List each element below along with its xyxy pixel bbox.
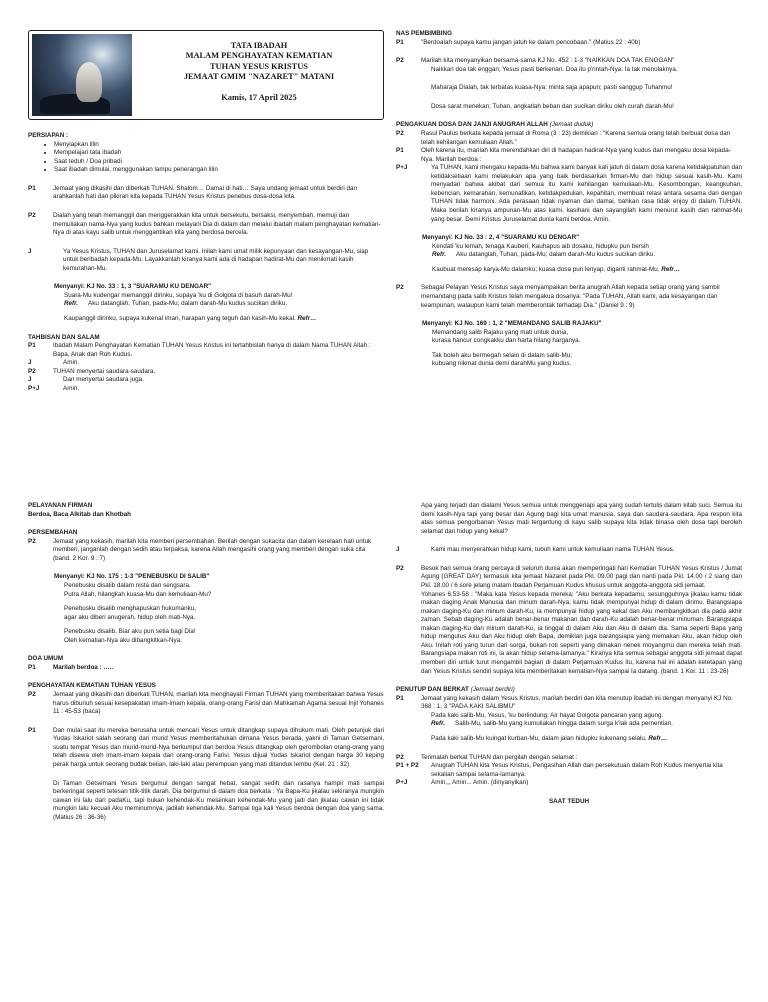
speaker-label: P2 (396, 284, 404, 292)
liturgy-row (28, 664, 384, 673)
refrain (422, 251, 742, 260)
liturgy-text: "Berdoalah supaya kamu jangan jatuh ke dalam pencobaan." (Matius 22 : 40b) (421, 38, 641, 46)
liturgy-row (396, 695, 742, 712)
page1-right (396, 30, 742, 369)
hymn-line: Putra Allah, hilangkah kuasa-Mu dan kemuliaan-Mu? (64, 590, 212, 598)
liturgy-text: Amin. (63, 384, 80, 392)
liturgy-text: Kami mau menyerahkan hidup kami, tubuh kami untuk kemuliaan nama TUHAN Yesus. (431, 546, 675, 554)
liturgy-text: Di Taman Getsemani Yesus bergumul dengan sangat hebat, sangat sedih dan rasanya hampir mati sampai berkeringat seperti tetesan titik-titik darah. Dia bergumul di dalam doa berkata : Ya Bapa-Ku jikalau sekiranya mungkin cawan ini lalu dari padaKu, tapi bukan kehendak-Ku melainkan kehendak-Mu yang jadi dan jikalau cawan ini tidak mungkin lalu kecuali Aku meminumnya, jadilah kehendak-Mu. Sampai tiga kali Yesus berdoa dengan doa yang sama. (Matius 26 : 36-36) (53, 779, 384, 821)
liturgy-text: Oleh karena itu, marilah kita merendahkan diri di hadapan hadirat-Nya yang kudus dan mengaku dosa kepada-Nya. Marilah berdoa : (421, 147, 731, 163)
speaker-label: P1 (396, 694, 404, 702)
page1-left (28, 30, 384, 394)
liturgy-text: Dan mulai saat itu mereka berusaha untuk mencari Yesus untuk ditangkap supaya dihukum mati. Oleh petunjuk dari Yudas Iskariot salah seorang dari murid Yesus memberitahukan dimana Yesus berada, yakni di Taman Getsemani, suatu tempat Yesus dan murid-murid-Nya berkumpul dan berdoa Yesus ditangkap oleh gerombolan orang-orang yang telah disewa oleh imam-imam kepala dan orang-orang Farisi. Yesus dijual Yudas Iskariot dengan harga 30 keping perak harga untuk seorang budak belian, laki-laki atau perempuan yang mati ditanduk lembu (Kel. 21 : 32) (53, 726, 384, 768)
section-title-text: PENGAKUAN DOSA DAN JANJI ANUGRAH ALLAH (396, 121, 548, 129)
liturgy-text: Terimalah berkat TUHAN dan pergilah dengan selamat : (421, 753, 578, 761)
liturgy-text: Jemaat yang kekasih, marilah kita memberi persembahan. Berilah dengan sukacita dan dalam kerelaan hati untuk memberi, janganlah dengan sedih atau terpaksa, karena Allah mengasihi orang yang memberi dengan suka cita (band. 2 Kor. 9 : 7) (53, 537, 372, 562)
hymn-kj452 (396, 66, 742, 112)
speaker-label: P2 (28, 367, 36, 375)
liturgy-text: Jemaat yang kekasih dalam Yesus Kristus, marilah berdiri dan kita menutup ibadah ini dengan menyanyi KJ No. 368 : 1, 3 "PADA KAKI SALIBMU" (421, 694, 733, 711)
section-title-text: PENUTUP DAN BERKAT (396, 686, 469, 694)
liturgy-text: Ibadah Malam Penghayatan Kematian TUHAN Yesus Kristus ini tertahbislah hanya di dalam Nama TUHAN Allah : Bapa, Anak dan Roh Kudus. (53, 342, 371, 358)
refrain (431, 720, 742, 729)
hymn-line: Tak boleh aku bermegah selain di dalam salib-Mu; (432, 351, 573, 359)
section-title-pengakuan (396, 121, 742, 130)
hymn-kj368 (396, 712, 742, 744)
hymn-verse-text: Pada kaki salib-Mu kuingat kurban-Mu, dalam jalan hidupku kukenang selalu. (431, 734, 647, 742)
liturgy-text: Dialah yang telah memanggil dan menggerakkan kita untuk bersekutu, bersaksi, menyembah, memuji dan memuliakan nama-Nya yang kudus bahkan melayani Dia di dalam dan melalui ibadah malam penghayatan kematian-Nya di atas kayu salib untuk menggantikan kita yang berdosa bercela. (53, 211, 381, 237)
speaker-label: P2 (396, 753, 404, 761)
liturgy-row (396, 130, 742, 147)
hymn-line: Naikkan doa tak enggan; Yesus pasti berkenan. Doa itu p'rintah-Nya: Ia tak menolaknya. (431, 65, 678, 73)
liturgy-text: TUHAN menyertai saudara-saudara. (53, 367, 156, 375)
section-title-doa-umum: DOA UMUM (28, 655, 64, 663)
speaker-label: P1 (28, 342, 36, 350)
hymn-line (422, 266, 742, 275)
refrain (54, 300, 384, 309)
hymn-line: Pada kaki salib-Mu, Yesus, 'ku berlindung; Air hayat Golgota pancaran yang agung. (431, 711, 664, 719)
liturgy-text: Ya Yesus Kristus, TUHAN dan Juruselamat kami. Inilah kami umat milik kepunyaan dan kesayangan-Mu, siap untuk beribadah kepada-Mu. Layakkanlah kiranya kami ada di hadapan hadirat-Mu dan menikmati kasih kemurahan-Mu. (63, 247, 369, 272)
section-note: (Jemaat berdiri) (470, 686, 515, 694)
page2-right (396, 502, 742, 806)
liturgy-row (28, 212, 384, 238)
list-item: • Mempelajari tata ibadah (54, 149, 384, 158)
section-title-penutup (396, 686, 742, 695)
liturgy-row (396, 762, 742, 779)
liturgy-row (396, 779, 742, 788)
speaker-label: P2 (396, 564, 404, 572)
liturgy-row (28, 376, 384, 385)
liturgy-row (28, 359, 384, 368)
liturgy-row (396, 147, 742, 164)
liturgy-row (28, 368, 384, 377)
list-item: • Saat teduh / Doa pribadi (54, 158, 384, 167)
liturgy-row (396, 57, 742, 66)
header-line: TATA IBADAH (230, 41, 288, 50)
speaker-label: P2 (28, 691, 36, 698)
speaker-label: P1 (28, 726, 36, 734)
refrain-text: Salib-Mu, salib-Mu yang kumuliakan hingga dalam surga k'lak ada pernentian. (455, 720, 673, 728)
liturgy-row (396, 546, 742, 555)
refrain-label: Refr. (432, 251, 446, 259)
hymn-line (431, 735, 742, 744)
speaker-label: J (28, 376, 32, 384)
speaker-label: P1 + P2 (396, 762, 419, 770)
liturgy-row (28, 780, 384, 823)
speaker-label: J (28, 247, 32, 255)
liturgy-text: Sebagai Pelayan Yesus Kristus saya menyampaikan berita anugrah Allah kepada setiap orang yang sambil memandang pada salib Kristus telah mengakua dosanya. "Pada TUHAN, Allah kami, ada kesayangan dan keampunan, walaupun kami telah memberontak terhadap Dia." (Daniel 9 : 9) (421, 284, 720, 309)
speaker-label-empty (28, 780, 53, 823)
hymn-kj175 (54, 573, 384, 645)
speaker-label: P2 (28, 211, 36, 219)
penghayatan-continued: Apa yang terjadi dan dialami Yesus semua untuk menggenapi apa yang sudah tertulis dalam kitab suci. Semua itu demi kasih-Nya tapi yang besar dan Agung bagi kita umat manusia, saya dan saudara-saudara. Apa respon kita atas semua pengorbanan Yesus mati tergantung di kayu salib supaya kita tidak binasa oleh dosa tapi beroleh selamat dan hidup yang kekal? (421, 502, 742, 535)
section-title-firman: PELAYANAN FIRMAN (28, 502, 93, 509)
liturgy-text: Amin,,, Amin... Amin. (dinyanyikan) (431, 779, 529, 787)
refrain-label: Refr. (64, 300, 78, 308)
refrain-label: Refr. (431, 720, 445, 728)
hymn-line: Suara-Mu kudengar memanggil dirinku, supaya 'ku di Golgota di basuh darah-Mu! (64, 291, 293, 299)
liturgy-row (396, 754, 742, 763)
section-title-penghayatan: PENGHAYATAN KEMATIAN TUHAN YESUS (28, 682, 156, 690)
speaker-label: P2 (28, 537, 36, 545)
speaker-label: P2 (396, 129, 404, 137)
gethsemane-image (32, 34, 132, 116)
header-line: MALAM PENGHAYATAN KEMATIAN (185, 51, 333, 61)
speaker-label: P+J (396, 779, 408, 787)
liturgy-row (28, 691, 384, 717)
refrain-marker: Refr… (297, 315, 317, 322)
refrain-marker: Refr… (648, 734, 668, 742)
page2-left (28, 502, 384, 822)
speaker-label: P1 (28, 663, 36, 671)
section-title-tahbisan: TAHBISAN DAN SALAM (28, 333, 100, 341)
section-subtitle: Berdoa, Baca Alkitab dan Khotbah (28, 510, 131, 518)
speaker-label: P1 (396, 38, 404, 46)
liturgy-row (396, 164, 742, 224)
hymn-title: Menyanyi: KJ No. 33 : 2, 4 "SUARAMU KU DENGAR" (422, 234, 580, 242)
liturgy-row (28, 342, 384, 359)
hymn-line: Oleh kematian-Nya aku dibangkitkan-Nya. (64, 636, 182, 644)
hymn-title: Menyanyi: KJ No. 175 : 1-3 "PENEBUSKU DI SALIB" (54, 573, 210, 581)
liturgy-text: Marilah berdoa : ….. (53, 663, 114, 671)
hymn-line: Penebusku disalib. Biar aku pun setia bagi Dia! (64, 628, 196, 636)
hymn-kj33-b (422, 234, 742, 274)
list-item: • Saat ibadah dimulai, menggunakan lampu penerangan lilin (54, 166, 384, 175)
header-date: Kamis, 17 April 2025 (221, 93, 297, 102)
liturgy-text: Rasul Paulus berkata kepada jemaat di Roma (3 : 23) demikian : "Karena semua orang telah berbuat dosa dan telah kehilangan kemuliaan Allah." (421, 129, 731, 146)
speaker-label: P2 (396, 57, 404, 65)
speaker-label: J (396, 546, 400, 554)
liturgy-text: Jemaat yang dikasihi dan diberkati TUHAN. Shalom… Damai di hati… Saya undang jemaat untuk berdiri dan arahkanlah hati dan pikiran kita kepada TUHAN Yesus Kristus penebus dosa-dosa kita. (53, 184, 358, 201)
hymn-line: Maharaja Dialah, tak terbatas kuasa-Nya: minta saja apapun; pasti sanggup Tuhanmu! (431, 84, 673, 92)
section-note: (Jemaat duduk) (549, 121, 594, 129)
liturgy-row (28, 185, 384, 202)
liturgy-text: Jemaat yang dikasihi dan diberkati TUHAN, marilah kita menghayati Firman TUHAN yang memberitakan bahwa Yesus harus dibunuh sesuai kesepakatan imam-imam kepala, orang-orang Farisi dan Mahkamah Agama sesuai Injil Yohanes 11 : 45-53 (baca) (53, 691, 384, 716)
liturgy-row (396, 565, 742, 591)
section-title-persiapan: PERSIAPAN : (28, 132, 69, 139)
refrain-marker: Refr… (661, 265, 681, 273)
header-title (141, 41, 377, 103)
hymn-kj33-a (54, 283, 384, 323)
refrain-text: Aku datanglah, Tuhan, pada-Mu; dalam darah-Mu kudus sucikan diriku. (456, 251, 656, 259)
header-line: TUHAN YESUS KRISTUS (210, 61, 308, 71)
closing-silence: SAAT TEDUH (548, 797, 590, 805)
hymn-line: Penebusku disalib menghapuskan hukumanku, (64, 605, 196, 613)
speaker-label: P+J (28, 384, 40, 392)
title-box (28, 30, 384, 120)
liturgy-row (396, 284, 742, 310)
liturgy-text: Anugrah TUHAN kita Yesus Kristus, Pengasihan Allah dan persekutuan dalam Roh Kudus menyertai kita sekalian sampai selama-lamanya. (431, 762, 723, 778)
header-line: JEMAAT GMIM "NAZARET" MATANI (183, 71, 335, 81)
liturgy-text: Ya TUHAN, kami mengaku kepada-Mu bahwa kami banyak kali jatuh di dalam dosa karena ketidakpatuhan dan ketidaksetiaan kami melakukan apa yang baik berdasarkan firman-Mu dan hidup sesuai kasih-Mu. Kami menyadari bahwa akibat dari semua itu kami kehilangan kemuliaan-Mu. Kesombongan, keangkuhan, kebencian, kemarahan, kemunafikan, ketidakpedulian, kepahitan, membuat relasi antara sesama dan dengan TUHAN tidak harmoni. Ada perasaan tidak nyaman dan damai, bahkan rasa tidak enjoy di dalam TUHAN. Maka berilah kiranya ampunan-Mu atas kami, kasihani dan sayangilah kami menurut kasih dan rahmat-Mu yang besar. Demi Kristus Juruselamat dunia kami berdoa. Amin. (431, 164, 742, 223)
hymn-line (54, 315, 384, 324)
liturgy-text: Marilah kita menyanyikan bersama-sama KJ No. 452 : 1-3 "NAIKKAN DOA TAK ENGGAN" (421, 57, 675, 65)
yohanes-reading: Yohanes 6:53-58 : "Maka kata Yesus kepada mereka: "Aku berkata kepadamu, sesungguhnya jikalau kamu tidak makan daging Anak Manusia dan minum darah-Nya, kamu tidak mempunyai hidup di dalam dirimu. Barangsiapa makan daging-Ku dan minum darah-Ku, ia mempunyai hidup yang kekal dan Aku membangkitkan dia pada akhir zaman. Sebab daging-Ku adalah benar-benar makanan dan darah-Ku adalah benar-benar minuman. Barangsiapa makan daging-Ku dan minum darah-Ku, ia tinggal di dalam Aku dan Aku di dalam dia. Sama seperti Bapa yang hidup mengutus Aku dan Aku hidup oleh Bapa, demikian juga barangsiapa yang memakan Aku, akan hidup oleh Aku. Inilah roti yang turun dari sorga, bukan roti seperti yang dimakan nenek moyangmu dan mereka telah mati. Barangsiapa makan roti ini, ia akan hidup selama-lamanya." Kiranya kita semua sebagai anggota sidi jemaat dapat memberi diri untuk turut mengambil bagian di dalam Perjamuan Kudus itu, karena hal ini adalah ketetapan yang dari Yesus Kristus sendiri supaya kita memberitakan kematian-Nya sampai Ia datang. (band. 1 Kor. 11 : 23-26) (421, 590, 742, 675)
list-item: • Menyiapkan lilin (54, 141, 384, 150)
liturgy-row (28, 538, 384, 564)
hymn-verse-text: Kaubuat meresap karya-Mu dalamku; kuasa dosa pun lenyap, diganti rahmat-Mu. (432, 265, 660, 273)
praying-figure (76, 62, 102, 102)
hymn-kj169 (422, 320, 742, 369)
hymn-line: Dosa sarat menekan; Tuhan, angkatlah beban dan sucikan diriku oleh curah darah-Mu! (431, 102, 674, 110)
hymn-line: Kendati 'ku lemah, tenaga Kauberi; Kauhapus aib dosaku, hidupku pun bersih (432, 242, 649, 250)
hymn-title: Menyanyi: KJ No. 33 : 1, 3 "SUARAMU KU DENGAR" (54, 283, 212, 291)
liturgy-row (28, 727, 384, 770)
refrain-text: Aku datanglah, Tuhan, pada-Mu; dalam darah-Mu kudus sucikan diriku. (88, 300, 288, 308)
liturgy-row (396, 39, 742, 48)
liturgy-text: Dan menyertai saudara juga. (63, 376, 144, 384)
persiapan-list (28, 141, 384, 175)
hymn-line: Penebusku disalib dalam nista dan sengsara. (64, 581, 191, 589)
section-title-nas: NAS PEMBIMBING (396, 30, 452, 37)
hymn-title: Menyanyi: KJ No. 169 : 1, 2 "MEMANDANG SALIB RAJAKU" (422, 320, 602, 328)
liturgy-row (28, 385, 384, 394)
liturgy-row (28, 248, 384, 274)
hymn-line: kubuang nikmat dunia demi darahMu yang kudus. (432, 360, 572, 368)
liturgy-text: Besok hari semua orang percaya di seluruh dunia akan memperingati hari Kematian TUHAN Yesus Kristus / Jumat Agung (GREAT DAY) termasuk kita jemaat Nazaret pada Pkl. 09.00 pagi dan nanti pada Pkl. 14.00 / 2 siang dan Pkl. 18.00 / 6 sore jelang malam Ibadah Perjamuan Kudus khusus untuk anggota-anggota sidi jemaat. (421, 564, 742, 589)
speaker-label: P+J (396, 164, 408, 172)
hymn-line: agar aku diberi anugerah, hidup oleh mati-Nya. (64, 613, 196, 621)
section-title-persembahan: PERSEMBAHAN (28, 529, 78, 537)
speaker-label: J (28, 359, 32, 367)
hymn-verse-text: Kaupanggil dirinku, supaya kukenal iman, harapan yang teguh dan kasih-Mu kekal. (64, 315, 296, 322)
speaker-label: P1 (28, 184, 36, 192)
speaker-label: P1 (396, 147, 404, 155)
liturgy-text: Amin. (63, 359, 80, 367)
hymn-line: Memandang salib Rajaku yang mati untuk dunia, (432, 328, 569, 336)
hymn-line: kurasa hancur congkakku dan harta hilang harganya. (432, 337, 581, 345)
